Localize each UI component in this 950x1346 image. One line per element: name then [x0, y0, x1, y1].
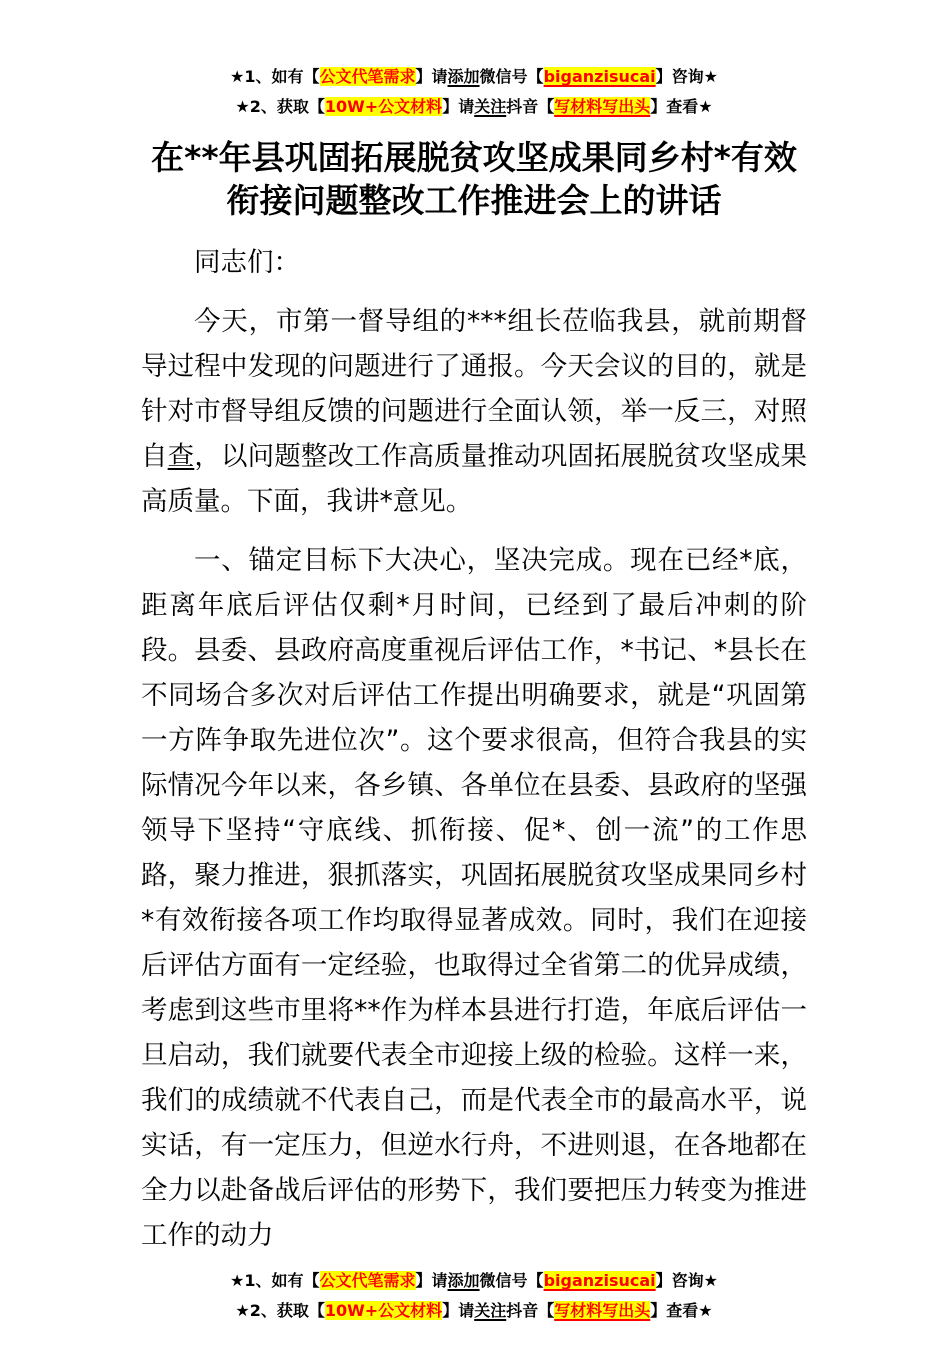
text-segment: 】请	[415, 1271, 448, 1290]
text-segment: ，以问题整改工作高质量推动巩固拓展脱贫攻坚成果高质量。下面，我讲*意见。	[141, 441, 808, 517]
text-segment: 】请	[442, 1301, 475, 1320]
title-line-1: 在**年县巩固拓展脱贫攻坚成果同乡村*有效	[151, 138, 797, 177]
text-segment-highlight-red: 10W+公文材料	[324, 97, 443, 116]
text-segment-highlight-red: 公文代笔需求	[319, 1271, 416, 1290]
text-segment-underline: 关注	[474, 1301, 507, 1320]
text-segment-highlight-red-underline: 写材料写出头	[554, 1301, 651, 1320]
promo-line-1	[141, 62, 807, 92]
text-segment-highlight-red: 10W+公文材料	[324, 1301, 443, 1320]
text-segment: 一、锚定目标下大决心，坚决完成。现在已经*底，距离年底后评估仅剩*月时间，已经到了最后冲刺的阶段。县委、县政府高度重视后评估工作，*书记、*县长在不同场合多次对后评估工作提出明确要求，就是“巩固第一方阵争取先进位次”。这个要求很高，但符合我县的实际情况今年以来，各乡镇、各单位在县委、县政府的坚强领导下坚持“守底线、抓衔接、促*、创一流”的工作思路，聚力推进，狠抓落实，巩固拓展脱贫攻坚成果同乡村*有效衔接各项工作均取得显著成效。同时，我们在迎接后评估方面有一定经验，也取得过全省第二的优异成绩，考虑到这些市里将**作为样本县进行打造，年底后评估一旦启动，我们就要代表全市迎接上级的检验。这样一来，我们的成绩就不代表自己，而是代表全市的最高水平，说实话，有一定压力，但逆水行舟，不进则退，在各地都在全力以赴备战后评估的形势下，我们要把压力转变为推进工作的动力	[141, 545, 807, 1251]
promo-banner-top	[141, 62, 807, 122]
promo-line-1	[141, 1266, 807, 1296]
text-segment: 】请	[442, 97, 475, 116]
text-segment-underline: 关注	[474, 97, 507, 116]
promo-line-2	[141, 92, 807, 122]
text-segment-highlight-red-underline: biganzisucai	[543, 67, 656, 86]
document-title	[141, 136, 807, 222]
text-segment: 】咨询★	[655, 1271, 718, 1290]
text-segment: ★1、如有【	[230, 67, 320, 86]
text-segment: ★2、获取【	[235, 97, 325, 116]
text-segment: 今天，市第一督导组的***组长莅临我县，就前期督导过程中发现的问题进行了通报。今天会议的目的，就是针对市督导组反馈的问题进行全面认领，举一反三，对照自	[141, 306, 807, 472]
text-segment: 】查看★	[650, 1301, 713, 1320]
text-segment: 】查看★	[650, 97, 713, 116]
text-segment-underline: 查	[167, 441, 195, 472]
text-segment-highlight-red-underline: biganzisucai	[543, 1271, 656, 1290]
paragraph-salutation	[141, 240, 807, 285]
title-line-2: 衔接问题整改工作推进会上的讲话	[226, 181, 722, 220]
promo-line-2	[141, 1296, 807, 1326]
text-segment: 】请	[415, 67, 448, 86]
text-segment: 同志们：	[194, 247, 300, 278]
text-segment-underline: 添加	[447, 1271, 480, 1290]
text-segment-highlight-red: 公文代笔需求	[319, 67, 416, 86]
text-segment: 】咨询★	[655, 67, 718, 86]
text-segment-underline: 添加	[447, 67, 480, 86]
text-segment: 微信号【	[479, 1271, 544, 1290]
text-segment: 抖音【	[506, 1301, 555, 1320]
text-segment: 抖音【	[506, 97, 555, 116]
paragraph-section-1	[141, 538, 807, 1258]
text-segment-highlight-red-underline: 写材料写出头	[554, 97, 651, 116]
text-segment: ★1、如有【	[230, 1271, 320, 1290]
text-segment: ★2、获取【	[235, 1301, 325, 1320]
paragraph-intro	[141, 299, 807, 524]
text-segment: 微信号【	[479, 67, 544, 86]
promo-banner-bottom	[141, 1266, 807, 1326]
